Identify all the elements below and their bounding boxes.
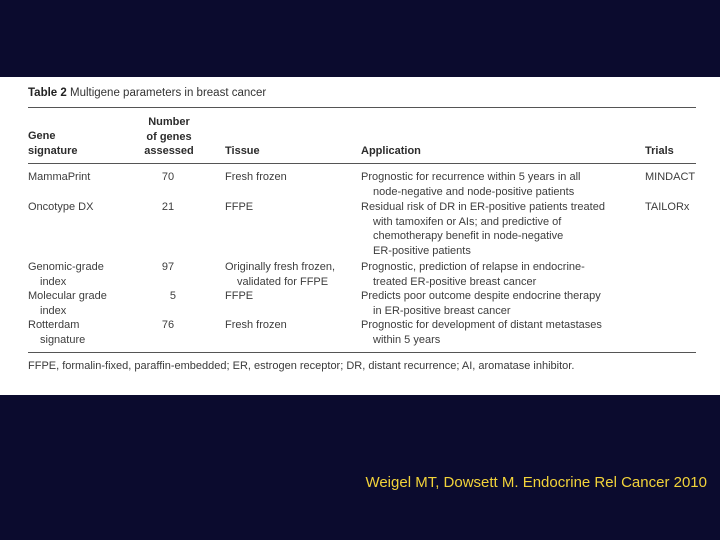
gene-name: Genomic-grade [28, 261, 104, 273]
num-cell: 5 [169, 290, 176, 302]
application-line: Prognostic for recurrence within 5 years in all [361, 171, 581, 183]
tissue-text: Originally fresh frozen, [225, 261, 336, 273]
trials-cell: MINDACT [645, 171, 696, 183]
application-line: Predicts poor outcome despite endocrine therapy [361, 290, 601, 302]
num-cell: 97 [161, 261, 175, 273]
num-cell: 21 [161, 201, 175, 213]
trials-cell: TAILORx [645, 201, 690, 213]
application-cell [361, 289, 646, 318]
header-gene-signature [28, 129, 78, 158]
application-line: Prognostic for development of distant metastases [361, 319, 602, 331]
application-line: node-negative and node-positive patients [373, 185, 575, 198]
application-line: within 5 years [373, 333, 441, 346]
tissue-text-cont: validated for FFPE [237, 275, 329, 288]
application-line: in ER-positive breast cancer [373, 304, 511, 317]
num-cell: 76 [161, 319, 175, 331]
application-line: ER-positive patients [373, 244, 471, 257]
application-line: chemotherapy benefit in node-negative [373, 230, 564, 242]
gene-cell [28, 200, 148, 215]
tissue-text: Fresh frozen [225, 171, 287, 183]
table-title: Multigene parameters in breast cancer [69, 87, 267, 99]
gene-name: MammaPrint [28, 171, 91, 183]
table-caption [28, 87, 266, 99]
tissue-text: FFPE [225, 201, 254, 213]
header-num-line1: Number [148, 116, 190, 128]
gene-name-cont: index [40, 304, 67, 317]
tissue-text: FFPE [225, 290, 254, 302]
header-gene-line2: signature [28, 144, 78, 157]
gene-name-cont: index [40, 275, 67, 288]
gene-cell [28, 170, 148, 185]
gene-name: Oncotype DX [28, 201, 94, 213]
application-line: treated ER-positive breast cancer [373, 275, 537, 288]
header-trials: Trials [645, 145, 674, 157]
application-cell [361, 260, 646, 289]
header-number-of-genes [136, 115, 202, 159]
header-rule [28, 163, 696, 164]
table-footnote: FFPE, formalin-fixed, paraffin-embedded; ER, estrogen receptor; DR, distant recurrence; AI, aromatase inhibitor. [28, 360, 575, 372]
application-line: Residual risk of DR in ER-positive patients treated [361, 201, 605, 213]
application-cell [361, 170, 646, 199]
tissue-cell [225, 318, 355, 333]
header-gene-line1: Gene [28, 130, 56, 142]
application-line: Prognostic, prediction of relapse in endocrine- [361, 261, 585, 273]
table-label: Table 2 [28, 87, 67, 99]
gene-name: Molecular grade [28, 290, 107, 302]
header-application: Application [361, 145, 421, 157]
tissue-cell [225, 170, 355, 185]
gene-cell [28, 289, 148, 318]
gene-name-cont: signature [40, 333, 86, 346]
header-tissue: Tissue [225, 145, 260, 157]
num-cell: 70 [161, 171, 175, 183]
tissue-cell [225, 260, 355, 289]
gene-cell [28, 260, 148, 289]
application-cell [361, 318, 646, 347]
top-rule [28, 107, 696, 108]
application-line: with tamoxifen or AIs; and predictive of [373, 215, 562, 228]
gene-name: Rotterdam [28, 319, 80, 331]
tissue-cell [225, 289, 355, 304]
bottom-rule [28, 352, 696, 353]
citation: Weigel MT, Dowsett M. Endocrine Rel Cancer 2010 [365, 474, 707, 491]
application-cell [361, 200, 646, 258]
header-num-line3: assessed [144, 145, 194, 157]
table-panel [0, 77, 720, 395]
tissue-cell [225, 200, 355, 215]
header-num-line2: of genes [146, 130, 192, 143]
tissue-text: Fresh frozen [225, 319, 287, 331]
gene-cell [28, 318, 148, 347]
